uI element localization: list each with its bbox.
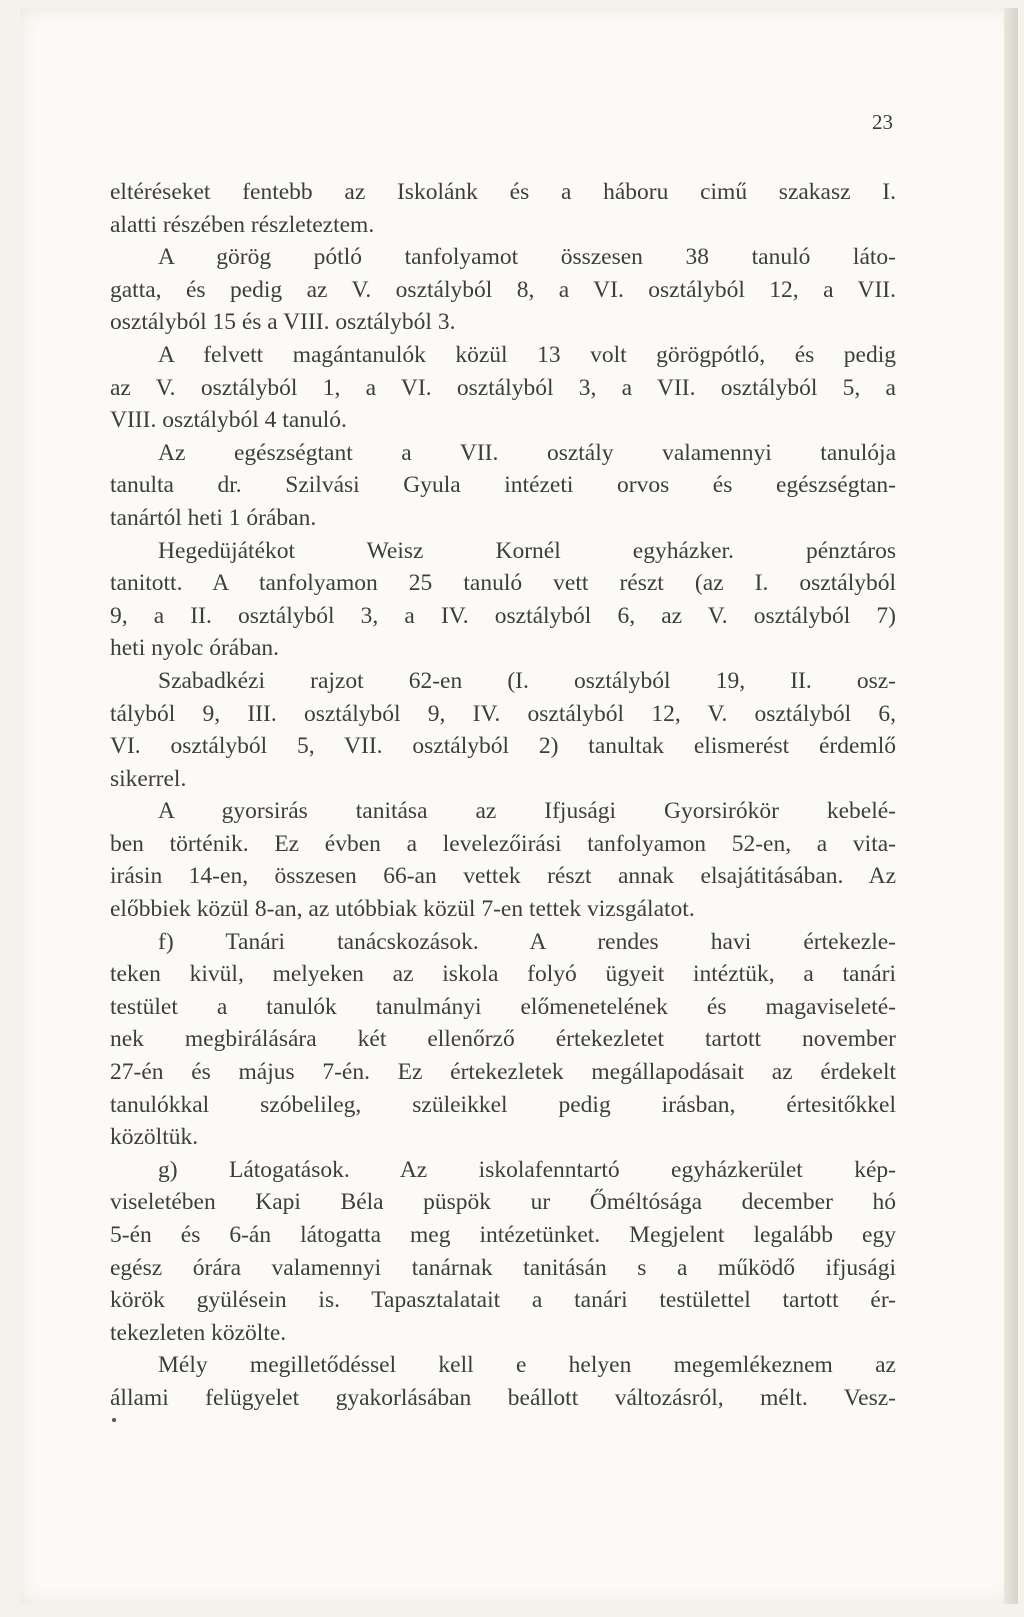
text-line: alatti részében részleteztem. xyxy=(110,211,375,238)
text-line: teken kivül, melyeken az iskola folyó ügyeit intéztük, a tanári xyxy=(110,961,896,988)
text-line: előbbiek közül 8-an, az utóbbiak közül 7-en tettek vizsgálatot. xyxy=(110,896,695,923)
text-line: közöltük. xyxy=(110,1124,199,1151)
text-line: tanitott. A tanfolyamon 25 tanuló vett részt (az I. osztályból xyxy=(110,570,896,597)
text-line: körök gyülésein is. Tapasztalatait a tanári testülettel tartott ér- xyxy=(110,1287,896,1314)
text-line: nek megbirálására két ellenőrző értekezletet tartott november xyxy=(110,1026,896,1053)
text-line: A gyorsirás tanitása az Ifjusági Gyorsirókör kebelé- xyxy=(158,798,896,825)
text-line: 5-én és 6-án látogatta meg intézetünket. Megjelent legalább egy xyxy=(110,1222,896,1248)
text-line: ben történik. Ez évben a levelezőirási tanfolyamon 52-en, a vita- xyxy=(110,830,896,857)
text-line: eltéréseket fentebb az Iskolánk és a háboru cimű szakasz I. xyxy=(110,179,896,205)
body-text xyxy=(110,176,896,1415)
text-line: g) Látogatások. Az iskolafenntartó egyházkerület kép- xyxy=(158,1156,896,1183)
text-line: az V. osztályból 1, a VI. osztályból 3, a VII. osztályból 5, a xyxy=(110,374,896,401)
text-line: Szabadkézi rajzot 62-en (I. osztályból 19, II. osz- xyxy=(158,667,896,694)
text-line: tanulta dr. Szilvási Gyula intézeti orvos és egészségtan- xyxy=(110,472,896,499)
text-line: Az egészségtant a VII. osztály valamennyi tanulója xyxy=(158,439,896,466)
text-line: állami felügyelet gyakorlásában beállott változásról, mélt. Vesz- xyxy=(110,1384,896,1411)
page-number: 23 xyxy=(872,110,893,134)
text-line: VI. osztályból 5, VII. osztályból 2) tanultak elismerést érdemlő xyxy=(110,733,896,760)
text-line: tanulókkal szóbelileg, szüleikkel pedig irásban, értesitőkkel xyxy=(110,1091,896,1118)
page-edge xyxy=(1004,8,1018,1604)
text-line: A görög pótló tanfolyamot összesen 38 tanuló láto- xyxy=(158,244,896,271)
text-line: VIII. osztályból 4 tanuló. xyxy=(110,407,347,434)
text-line: sikerrel. xyxy=(110,765,187,792)
text-line: tályból 9, III. osztályból 9, IV. osztályból 12, V. osztályból 6, xyxy=(110,700,896,727)
text-line: 9, a II. osztályból 3, a IV. osztályból 6, az V. osztályból 7) xyxy=(110,602,896,629)
ink-speck xyxy=(112,1418,116,1422)
text-line: tanártól heti 1 órában. xyxy=(110,504,317,531)
text-line: osztályból 15 és a VIII. osztályból 3. xyxy=(110,309,456,336)
text-line: irásin 14-en, összesen 66-an vettek részt annak elsajátitásában. Az xyxy=(110,863,896,890)
text-line: heti nyolc órában. xyxy=(110,635,280,662)
text-line: tekezleten közölte. xyxy=(110,1319,287,1346)
text-line: gatta, és pedig az V. osztályból 8, a VI. osztályból 12, a VII. xyxy=(110,276,896,303)
text-line: viseletében Kapi Béla püspök ur Őméltósága december hó xyxy=(110,1189,896,1216)
text-line: A felvett magántanulók közül 13 volt görögpótló, és pedig xyxy=(158,341,896,368)
text-line: testület a tanulók tanulmányi előmenetelének és magaviseleté- xyxy=(110,993,896,1020)
text-line: Mély megilletődéssel kell e helyen megemlékeznem az xyxy=(158,1352,896,1379)
text-line: f) Tanári tanácskozások. A rendes havi értekezle- xyxy=(158,928,896,955)
text-line: 27-én és május 7-én. Ez értekezletek megállapodásait az érdekelt xyxy=(110,1059,896,1086)
text-line: egész órára valamennyi tanárnak tanitásán s a működő ifjusági xyxy=(110,1254,896,1281)
text-line: Hegedüjátékot Weisz Kornél egyházker. pénztáros xyxy=(158,537,896,564)
